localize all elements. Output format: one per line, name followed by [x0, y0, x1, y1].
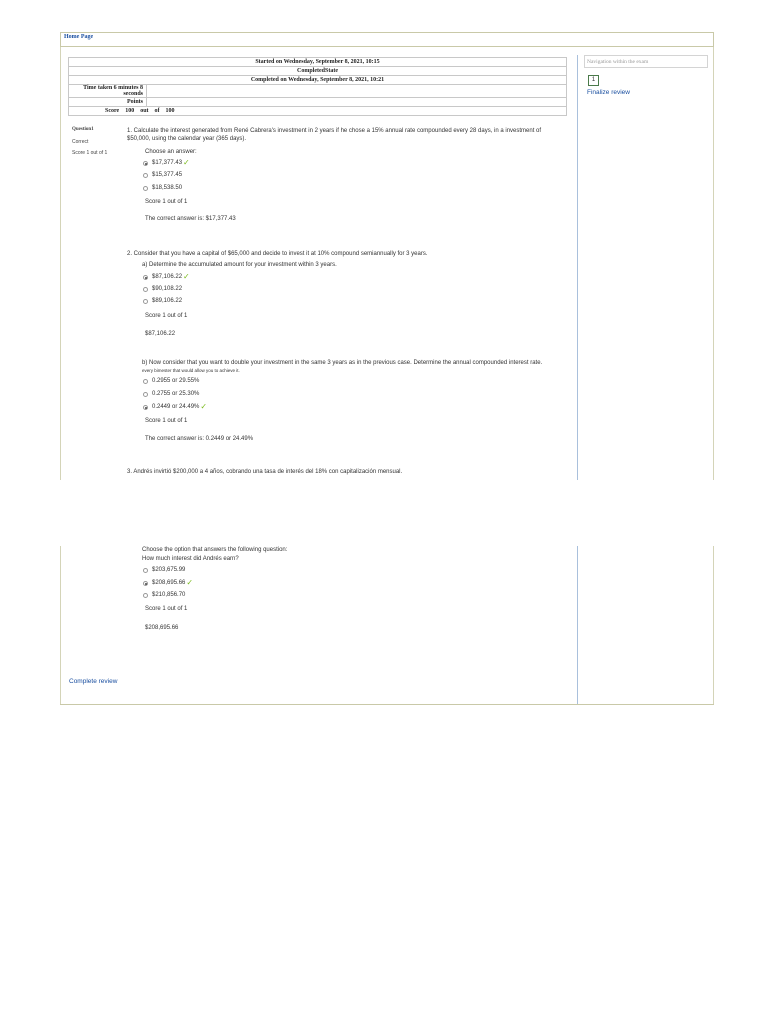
check-icon: ✓: [183, 272, 190, 281]
navigation-divider: [584, 67, 708, 68]
q2b-score: Score 1 out of 1: [145, 418, 188, 424]
q2a-score: Score 1 out of 1: [145, 313, 188, 319]
frame2-bottom-border: [60, 704, 714, 705]
question-score: Score 1 out of 1: [72, 150, 108, 156]
score: Score 100 out of 100: [69, 107, 567, 116]
radio-empty-icon[interactable]: [143, 568, 148, 573]
nav-column-divider: [577, 55, 578, 480]
state: CompletedState: [69, 67, 567, 76]
radio-empty-icon[interactable]: [143, 287, 148, 292]
q1-prompt: Choose an answer:: [145, 149, 197, 155]
home-page-link[interactable]: Home Page: [64, 34, 94, 40]
radio-empty-icon[interactable]: [143, 299, 148, 304]
finalize-review-link[interactable]: Finalize review: [587, 89, 630, 96]
question-status: Correct: [72, 139, 89, 145]
points-label: Points: [69, 98, 147, 107]
q3-prompt-2: How much interest did Andrés earn?: [142, 556, 239, 562]
completed-on: Completed on Wednesday, September 8, 2021, 10:21: [69, 76, 567, 85]
radio-empty-icon[interactable]: [143, 392, 148, 397]
q2b-option-2[interactable]: 0.2755 or 25.30%: [143, 391, 199, 397]
time-taken: Time taken 6 minutes 8 seconds: [69, 85, 147, 98]
q2a-answer: $87,106.22: [145, 331, 176, 337]
q2b-option-3[interactable]: 0.2449 or 24.49% ✓: [143, 404, 207, 410]
q3-option-1[interactable]: $203,675.99: [143, 567, 185, 573]
radio-empty-icon[interactable]: [143, 379, 148, 384]
complete-review-link[interactable]: Complete review: [69, 678, 118, 685]
radio-empty-icon[interactable]: [143, 593, 148, 598]
navigation-title: Navigation within the exam: [587, 59, 649, 65]
attempt-summary-table: [68, 57, 567, 116]
q1-option-1[interactable]: $17,377.43 ✓: [143, 160, 190, 166]
q2a-prompt: a) Determine the accumulated amount for your investment within 3 years.: [142, 262, 337, 268]
q2b-option-1[interactable]: 0.2955 or 29.55%: [143, 378, 199, 384]
q1-correct-answer: The correct answer is: $17,377.43: [145, 216, 236, 222]
nav-column-divider-2: [577, 546, 578, 704]
radio-selected-icon[interactable]: [143, 405, 148, 410]
check-icon: ✓: [183, 158, 190, 167]
q2-text: 2. Consider that you have a capital of $65,000 and decide to invest it at 10% compound semiannually for 3 years.: [127, 251, 428, 257]
q3-answer: $208,695.66: [145, 625, 179, 631]
radio-empty-icon[interactable]: [143, 186, 148, 191]
check-icon: ✓: [200, 402, 208, 411]
frame2-right-border: [713, 546, 714, 705]
q3-option-2[interactable]: $208,695.66 ✓: [143, 580, 193, 586]
radio-empty-icon[interactable]: [143, 173, 148, 178]
question-1-nav-button[interactable]: 1: [588, 75, 599, 86]
question-label: Question1: [72, 127, 94, 132]
frame-right-border: [713, 47, 714, 480]
q1-score: Score 1 out of 1: [145, 199, 188, 205]
q2a-option-3[interactable]: $89,106.22: [143, 298, 182, 304]
frame-left-border: [60, 47, 61, 480]
q2a-option-1[interactable]: $87,106.22 ✓: [143, 274, 190, 280]
q2b-note: every bimester that would allow you to achieve it.: [142, 368, 240, 373]
q1-option-3[interactable]: $18,538.50: [143, 185, 182, 191]
q1-option-2[interactable]: $15,377.45: [143, 172, 182, 178]
q1-text: 1. Calculate the interest generated from René Cabrera's investment in 2 years if he chose a 15% annual rate compounded every 28 days, in a investment of $50,000, using the calendar year (365 days).: [127, 128, 542, 142]
radio-selected-icon[interactable]: [143, 581, 148, 586]
q2a-option-2[interactable]: $90,108.22: [143, 286, 182, 292]
q2b-prompt: b) Now consider that you want to double your investment in the same 3 years as in the previous case. Determine the annual compounded interest rate.: [142, 360, 543, 366]
started-on: Started on Wednesday, September 8, 2021, 10:15: [69, 58, 567, 67]
radio-selected-icon[interactable]: [143, 161, 148, 166]
q2b-correct-answer: The correct answer is: 0.2449 or 24.49%: [145, 436, 254, 442]
q3-score: Score 1 out of 1: [145, 606, 188, 612]
q3-option-3[interactable]: $210,856.70: [143, 592, 185, 598]
header-bar: [60, 32, 714, 47]
check-icon: ✓: [186, 578, 194, 587]
radio-selected-icon[interactable]: [143, 275, 148, 280]
q3-prompt-1: Choose the option that answers the following question:: [142, 547, 288, 553]
q3-text: 3. Andrés invirtió $200,000 a 4 años, cobrando una tasa de interés del 18% con capitalización mensual.: [127, 469, 403, 475]
frame2-left-border: [60, 546, 61, 705]
